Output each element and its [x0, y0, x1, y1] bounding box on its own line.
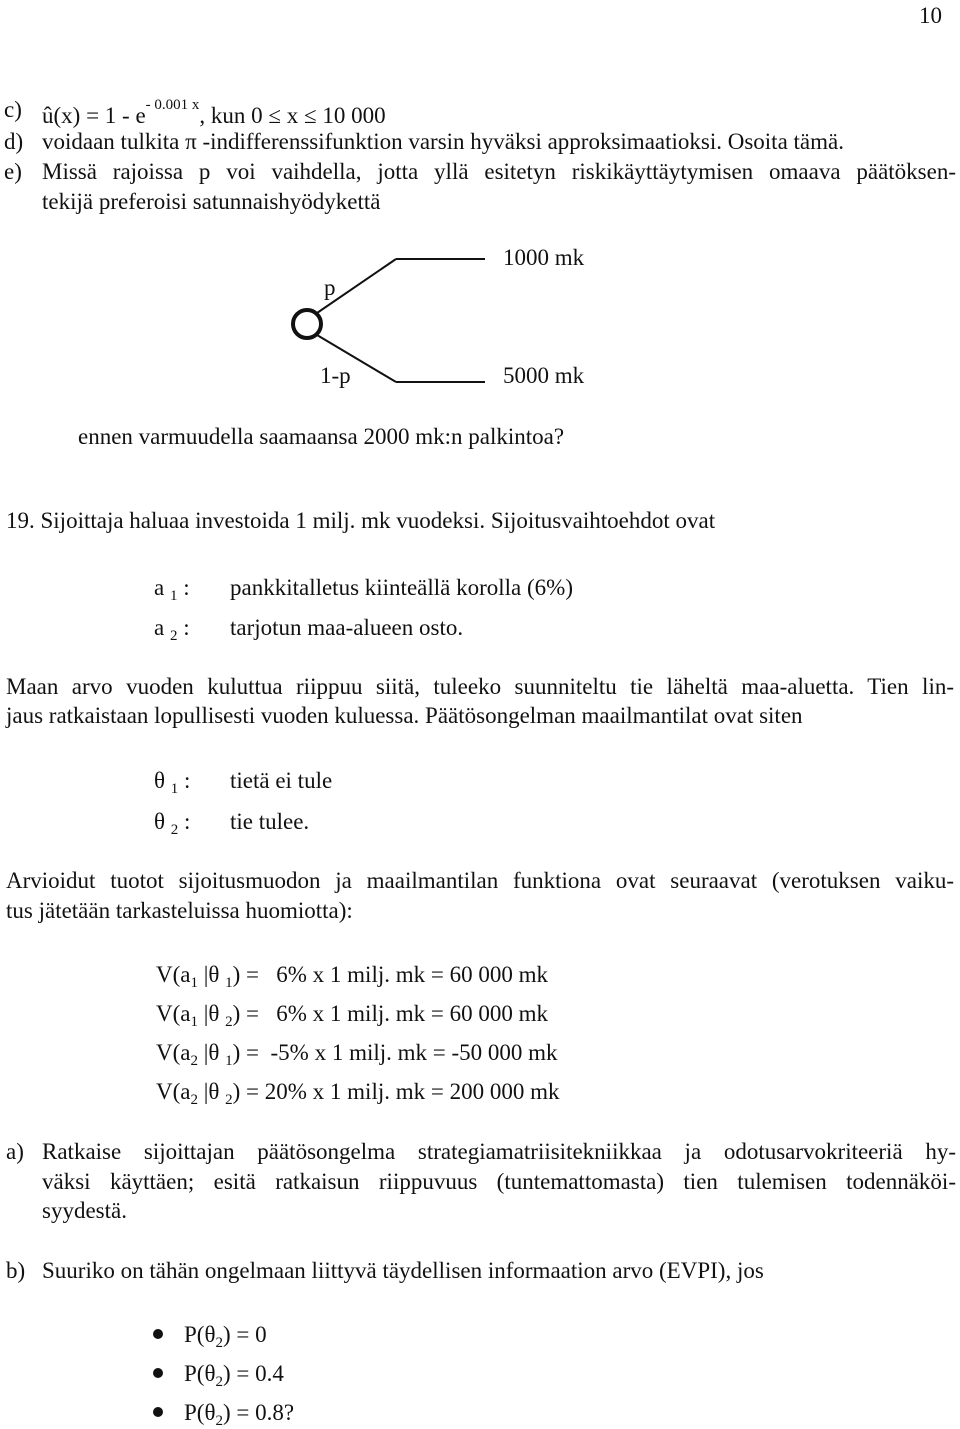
- value-row-2-theta-index: 2: [225, 1014, 233, 1030]
- question-a-line2: väksi käyttäen; esitä ratkaisun riippuvuus (tuntemattomasta) tien tulemisen todennäköi-: [42, 1169, 956, 1194]
- theta2-symbol: θ: [154, 809, 166, 834]
- chance-node-icon: [293, 310, 321, 338]
- bullet-item-2-value: ) = 0.4: [222, 1361, 284, 1386]
- value-row-2: $V(a_1$ |θ $_2$) = 6% x 1 milj. mk = 60 000 mk: [156, 1001, 548, 1030]
- value-row-4-rhs: = 20% x 1 milj. mk = 200 000 mk: [246, 1079, 560, 1104]
- a1-colon: :: [183, 575, 190, 600]
- state-theta2-text: tie tulee.: [230, 809, 310, 834]
- theta1-symbol: θ: [154, 768, 166, 793]
- lottery-diagram: [0, 240, 960, 400]
- theta1-subscript: 1: [170, 781, 179, 797]
- alternative-a1-text: pankkitalletus kiinteällä korolla (6%): [230, 575, 573, 600]
- bullet-dot-3: [153, 1407, 163, 1417]
- value-row-1-a-index: 1: [190, 975, 198, 991]
- part-c-formula: [42, 98, 386, 127]
- formula-exponent: - 0.001 x: [145, 97, 200, 113]
- theta1-colon: :: [184, 768, 191, 793]
- bullet-dot-2: [153, 1368, 163, 1378]
- bullet-item-3-value: ) = 0.8?: [222, 1400, 295, 1425]
- state-theta1: [154, 769, 190, 797]
- branch-prob-1-p: 1-p: [320, 363, 351, 388]
- page-number: 10: [919, 3, 942, 28]
- a1-symbol: a: [154, 575, 165, 600]
- part-e-line2: tekijä preferoisi satunnaishyödykettä: [42, 189, 381, 214]
- value-row-4-a-index: 2: [190, 1092, 198, 1108]
- value-row-2-a-index: 1: [190, 1014, 198, 1030]
- problem-19-intro: 19. Sijoittaja haluaa investoida 1 milj. mk vuodeksi. Sijoitusvaihtoehdot ovat: [6, 508, 716, 533]
- theta2-subscript: 2: [170, 822, 179, 838]
- a1-subscript: 1: [169, 588, 178, 604]
- after-lottery-text: ennen varmuudella saamaansa 2000 mk:n palkintoa?: [78, 424, 565, 449]
- part-d-text: voidaan tulkita π -indifferenssifunktion varsin hyväksi approksimaatioksi. Osoita tämä.: [42, 129, 844, 154]
- formula-domain: , kun 0 ≤ x ≤ 10 000: [199, 103, 386, 128]
- paragraph-returns-line1: Arvioidut tuotot sijoitusmuodon ja maailmantilan funktiona ovat seuraavat (verotuksen vaiku-: [6, 868, 954, 893]
- theta2-colon: :: [184, 809, 191, 834]
- value-row-3-a-index: 2: [190, 1053, 198, 1069]
- value-row-4: $V(a_2$ |θ $_2$) = 20% x 1 milj. mk = 200 000 mk: [156, 1079, 560, 1108]
- a2-subscript: 2: [169, 628, 178, 644]
- part-d-marker: d): [4, 129, 24, 154]
- part-c-marker: c): [4, 97, 22, 122]
- a2-colon: :: [183, 615, 190, 640]
- value-row-3: $V(a_2$ |θ $_1$) = -5% x 1 milj. mk = -50 000 mk: [156, 1040, 558, 1069]
- value-row-2-rhs: 6% x 1 milj. mk = 60 000 mk: [276, 1001, 548, 1026]
- alternative-a2: [154, 616, 190, 644]
- alternative-a2-text: tarjotun maa-alueen osto.: [230, 615, 464, 640]
- value-row-1-theta-index: 1: [225, 975, 233, 991]
- value-row-4-theta-index: 2: [225, 1092, 233, 1108]
- part-e-line1: Missä rajoissa p voi vaihdella, jotta yllä esitetyn riskikäyttäytymisen omaava päätöksen-: [42, 159, 956, 184]
- bullet-item-3: $P(\theta_2) = 0.8$?: [184, 1400, 295, 1429]
- question-a-marker: a): [6, 1139, 24, 1164]
- part-e-marker: e): [4, 159, 22, 184]
- payoff-low: 5000 mk: [503, 363, 585, 388]
- bullet-dot-1: [153, 1329, 163, 1339]
- formula-base: û(x) = 1 - e: [42, 103, 146, 128]
- value-row-3-theta-index: 1: [225, 1053, 233, 1069]
- a2-symbol: a: [154, 615, 165, 640]
- bullet-item-1-value: ) = 0: [222, 1322, 267, 1347]
- bullet-item-2: $P(\theta_2) = 0.4$: [184, 1361, 284, 1390]
- paragraph-land-line1: Maan arvo vuoden kuluttua riippuu siitä, tuleeko suunniteltu tie läheltä maa-aluetta. Tien lin-: [6, 674, 954, 699]
- state-theta1-text: tietä ei tule: [230, 768, 333, 793]
- paragraph-returns-line2: tus jätetään tarkasteluissa huomiotta):: [6, 898, 353, 923]
- paragraph-land-line2: jaus ratkaistaan lopullisesti vuoden kuluessa. Päätösongelman maailmantilat ovat siten: [6, 703, 803, 728]
- payoff-high: 1000 mk: [503, 245, 585, 270]
- value-row-1: $V(a_1$ |θ $_1$) = 6% x 1 milj. mk = 60 000 mk: [156, 962, 548, 991]
- bullet-item-1: $P(\theta_2) = 0$: [184, 1322, 267, 1351]
- question-a-line1: Ratkaise sijoittajan päätösongelma strategiamatriisitekniikkaa ja odotusarvokriteeriä hy-: [42, 1139, 956, 1164]
- question-b-marker: b): [6, 1258, 26, 1283]
- value-row-3-rhs: -5% x 1 milj. mk = -50 000 mk: [270, 1040, 558, 1065]
- branch-prob-p: p: [324, 275, 336, 300]
- state-theta2: [154, 810, 190, 838]
- alternative-a1: [154, 576, 190, 604]
- question-a-line3: syydestä.: [42, 1198, 127, 1223]
- question-b-text: Suuriko on tähän ongelmaan liittyvä täydellisen informaation arvo (EVPI), jos: [42, 1258, 764, 1283]
- value-row-1-rhs: 6% x 1 milj. mk = 60 000 mk: [276, 962, 548, 987]
